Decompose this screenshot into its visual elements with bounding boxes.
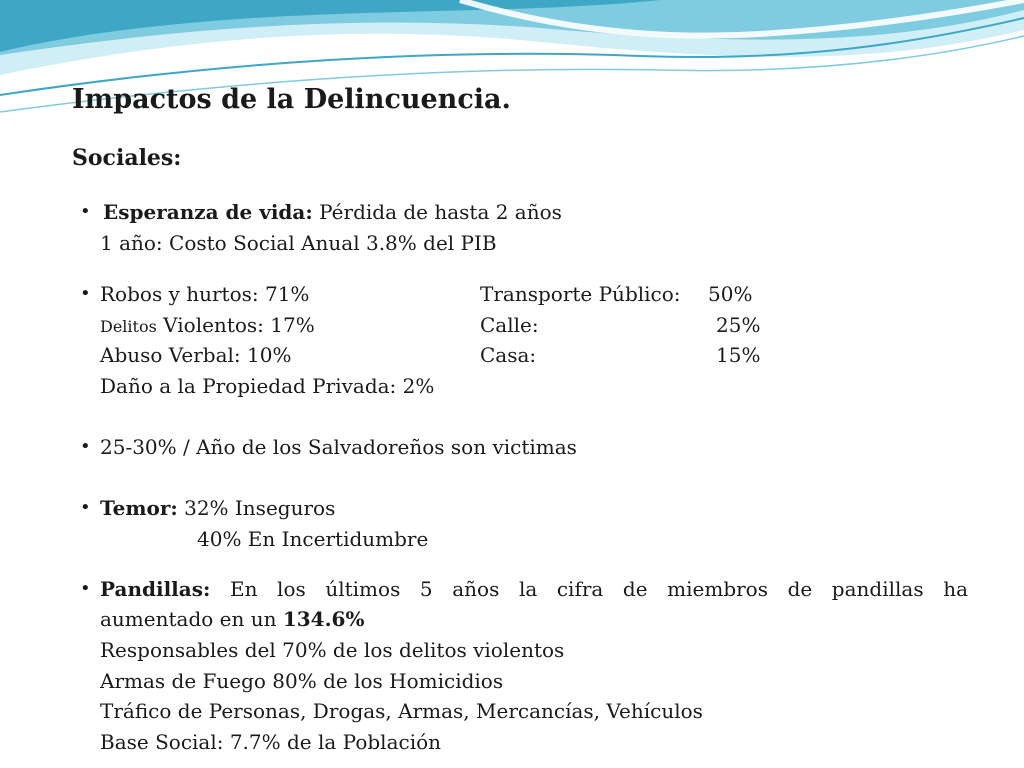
bullet-robos: •	[80, 283, 91, 304]
pandillas-responsables-line: Responsables del 70% de los delitos violentos	[100, 638, 565, 662]
pandillas-trafico-line: Tráfico de Personas, Drogas, Armas, Mercancías, Vehículos	[100, 699, 703, 723]
esperanza-text: Pérdida de hasta 2 años	[312, 200, 562, 224]
temor-inseguros: 32% Inseguros	[177, 496, 336, 520]
pandillas-aumento-text: aumentado en un	[100, 607, 283, 631]
pandillas-base-social-line: Base Social: 7.7% de la Población	[100, 730, 442, 754]
pandillas-aumento-value: 134.6%	[282, 607, 365, 631]
esperanza-line	[103, 197, 562, 227]
casa-value: 15%	[716, 343, 761, 367]
casa-label: Casa:	[480, 343, 537, 367]
delitos-text: Violentos: 17%	[156, 313, 315, 337]
dano-propiedad-line: Daño a la Propiedad Privada: 2%	[100, 374, 435, 398]
delitos-prefix: Delitos	[100, 317, 157, 336]
esperanza-costo-line: 1 año: Costo Social Anual 3.8% del PIB	[100, 231, 497, 255]
esperanza-label: Esperanza de vida:	[103, 200, 313, 224]
calle-value: 25%	[716, 313, 761, 337]
bullet-temor: •	[80, 497, 91, 518]
bullet-pandillas: •	[80, 578, 91, 599]
temor-label: Temor:	[100, 496, 178, 520]
section-heading-sociales: Sociales:	[72, 145, 182, 171]
abuso-verbal-line: Abuso Verbal: 10%	[100, 343, 292, 367]
pandillas-armas-line: Armas de Fuego 80% de los Homicidios	[100, 669, 504, 693]
delitos-violentos-line	[100, 310, 315, 342]
pandillas-aumento-line	[100, 604, 364, 634]
robos-line: Robos y hurtos: 71%	[100, 282, 310, 306]
calle-label: Calle:	[480, 313, 539, 337]
transporte-value: 50%	[708, 282, 753, 306]
victimas-line: 25-30% / Año de los Salvadoreños son victimas	[100, 435, 577, 459]
pandillas-text: En los últimos 5 años la cifra de miembros de pandillas ha	[210, 577, 968, 601]
transporte-label: Transporte Público:	[480, 282, 681, 306]
bullet-esperanza: •	[80, 201, 91, 222]
bullet-victimas: •	[80, 436, 91, 457]
pandillas-label: Pandillas:	[100, 577, 211, 601]
temor-line	[100, 493, 335, 523]
slide-title: Impactos de la Delincuencia.	[72, 84, 511, 115]
pandillas-line	[100, 574, 968, 604]
temor-incertidumbre: 40% En Incertidumbre	[197, 527, 429, 551]
